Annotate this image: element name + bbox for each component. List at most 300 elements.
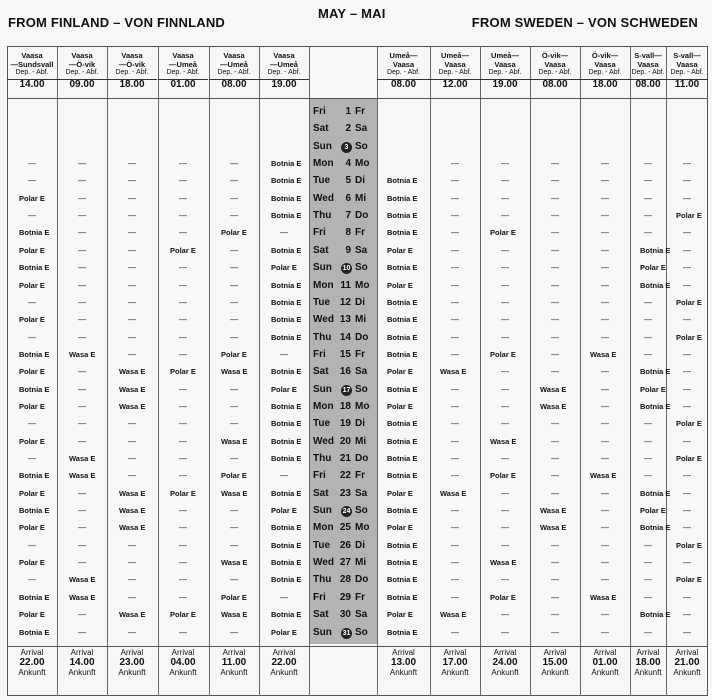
no-sailing: — bbox=[230, 193, 238, 203]
ship-name: Polar E bbox=[676, 419, 702, 429]
route-name: Ö-vik— bbox=[541, 51, 569, 60]
route-name: —Umeå bbox=[270, 59, 298, 69]
no-sailing: — bbox=[501, 401, 509, 411]
day-number: 14 bbox=[339, 331, 351, 343]
day-name-en: Sun bbox=[313, 383, 332, 395]
column-divider bbox=[530, 46, 531, 696]
no-sailing: — bbox=[501, 540, 509, 550]
route-name: Umeå— bbox=[441, 51, 469, 60]
sweden-route-header bbox=[630, 52, 666, 89]
no-sailing: — bbox=[601, 263, 609, 273]
departure-time: 08.00 bbox=[209, 79, 259, 90]
sweden-arrival-cell bbox=[430, 648, 480, 678]
no-sailing: — bbox=[128, 297, 136, 307]
no-sailing: — bbox=[644, 627, 652, 637]
departure-label: Dep. - Abf. bbox=[65, 69, 99, 76]
no-sailing: — bbox=[644, 228, 652, 238]
ankunft-label: Ankunft bbox=[441, 668, 469, 677]
no-sailing: — bbox=[683, 315, 691, 325]
arrival-time: 01.00 bbox=[592, 657, 618, 668]
departure-time: 18.00 bbox=[580, 79, 630, 90]
no-sailing: — bbox=[128, 592, 136, 602]
no-sailing: — bbox=[230, 245, 238, 255]
no-sailing: — bbox=[78, 488, 86, 498]
route-name: Umeå— bbox=[491, 51, 519, 60]
no-sailing: — bbox=[280, 471, 288, 481]
no-sailing: — bbox=[501, 245, 509, 255]
no-sailing: — bbox=[551, 228, 559, 238]
route-name: —Umeå bbox=[169, 59, 197, 69]
no-sailing: — bbox=[551, 454, 559, 463]
ship-name: Botnia E bbox=[271, 159, 302, 169]
ship-name: Wasa E bbox=[69, 471, 96, 481]
departure-label: Dep. - Abf. bbox=[631, 69, 665, 76]
ship-name: Polar E bbox=[221, 471, 247, 481]
no-sailing: — bbox=[128, 575, 136, 585]
finland-route-header bbox=[57, 52, 107, 89]
no-sailing: — bbox=[601, 401, 609, 411]
no-sailing: — bbox=[78, 401, 86, 411]
day-number: 15 bbox=[339, 348, 351, 360]
ship-name: Polar E bbox=[387, 245, 413, 255]
no-sailing: — bbox=[230, 280, 238, 290]
ship-name: Wasa E bbox=[119, 384, 146, 394]
ship-name: Botnia E bbox=[271, 488, 302, 498]
no-sailing: — bbox=[551, 436, 559, 446]
no-sailing: — bbox=[78, 263, 86, 273]
no-sailing: — bbox=[644, 540, 652, 550]
ship-name: Polar E bbox=[170, 610, 196, 620]
no-sailing: — bbox=[179, 592, 187, 602]
route-name: —Ö-vik bbox=[118, 59, 146, 69]
column-divider bbox=[580, 46, 581, 696]
day-name-de: Sa bbox=[355, 487, 368, 499]
ship-name: Botnia E bbox=[387, 436, 418, 446]
day-name-de: Mi bbox=[355, 192, 367, 204]
ship-name: Polar E bbox=[676, 297, 702, 307]
arrival-time: 22.00 bbox=[271, 657, 297, 668]
no-sailing: — bbox=[179, 176, 187, 186]
sweden-arrival-cell bbox=[580, 648, 630, 678]
no-sailing: — bbox=[230, 297, 238, 307]
day-name-en: Fri bbox=[313, 470, 326, 482]
sweden-arrival-cell bbox=[630, 648, 666, 678]
ship-name: Polar E bbox=[676, 454, 702, 463]
no-sailing: — bbox=[128, 211, 136, 221]
arrival-time: 11.00 bbox=[221, 657, 247, 668]
day-name-de: So bbox=[355, 626, 368, 638]
departure-label: Dep. - Abf. bbox=[438, 69, 472, 76]
ship-name: Wasa E bbox=[119, 610, 146, 620]
ship-name: Botnia E bbox=[640, 488, 671, 498]
route-name: —Umeå bbox=[220, 59, 248, 69]
no-sailing: — bbox=[78, 436, 86, 446]
ship-name: Polar E bbox=[19, 367, 45, 377]
day-name-en: Sat bbox=[313, 487, 329, 499]
no-sailing: — bbox=[78, 506, 86, 516]
no-sailing: — bbox=[179, 193, 187, 203]
no-sailing: — bbox=[179, 349, 187, 359]
no-sailing: — bbox=[601, 280, 609, 290]
sunday-date-marker: 10 bbox=[342, 265, 351, 273]
day-name-en: Sun bbox=[313, 140, 332, 152]
no-sailing: — bbox=[683, 228, 691, 238]
sunday-date-marker: 3 bbox=[341, 142, 352, 153]
no-sailing: — bbox=[551, 558, 559, 568]
departure-time: 08.00 bbox=[377, 79, 430, 90]
no-sailing: — bbox=[179, 159, 187, 169]
ship-name: Polar E bbox=[640, 384, 666, 394]
ship-name: Polar E bbox=[387, 280, 413, 290]
ship-name: Wasa E bbox=[490, 558, 517, 568]
no-sailing: — bbox=[28, 419, 36, 429]
departure-time: 12.00 bbox=[430, 79, 480, 90]
ship-name: Polar E bbox=[676, 575, 702, 585]
ship-name: Wasa E bbox=[221, 610, 248, 620]
no-sailing: — bbox=[644, 454, 652, 463]
day-name-de: Mo bbox=[355, 279, 370, 291]
no-sailing: — bbox=[501, 280, 509, 290]
ship-name: Polar E bbox=[490, 228, 516, 238]
ship-name: Wasa E bbox=[221, 488, 248, 498]
ship-name: Botnia E bbox=[387, 471, 418, 481]
day-number: 19 bbox=[339, 418, 351, 430]
day-name-en: Tue bbox=[313, 539, 331, 551]
route-name: S-vall— bbox=[634, 51, 662, 60]
no-sailing: — bbox=[451, 575, 459, 585]
arrival-label: Arrival bbox=[171, 648, 195, 657]
ship-name: Polar E bbox=[271, 506, 297, 516]
ship-name: Botnia E bbox=[387, 419, 418, 429]
departure-time: 18.00 bbox=[107, 79, 157, 90]
route-name: Vaasa bbox=[594, 59, 616, 69]
ship-name: Botnia E bbox=[271, 315, 302, 325]
ship-name: Polar E bbox=[19, 193, 45, 203]
day-name-en: Tue bbox=[313, 175, 331, 187]
ship-name: Botnia E bbox=[19, 592, 50, 602]
sweden-section-title: FROM SWEDEN – VON SCHWEDEN bbox=[471, 15, 698, 30]
no-sailing: — bbox=[230, 315, 238, 325]
no-sailing: — bbox=[451, 245, 459, 255]
no-sailing: — bbox=[644, 575, 652, 585]
sweden-route-header bbox=[480, 52, 530, 89]
no-sailing: — bbox=[451, 419, 459, 429]
arrival-time: 21.00 bbox=[674, 657, 700, 668]
no-sailing: — bbox=[683, 349, 691, 359]
no-sailing: — bbox=[551, 193, 559, 203]
departure-label: Dep. - Abf. bbox=[538, 69, 572, 76]
day-name-en: Wed bbox=[313, 192, 334, 204]
month-title: MAY – MAI bbox=[318, 6, 386, 21]
no-sailing: — bbox=[78, 280, 86, 290]
ship-name: Wasa E bbox=[540, 523, 567, 533]
no-sailing: — bbox=[683, 176, 691, 186]
ankunft-label: Ankunft bbox=[591, 668, 619, 677]
departure-label: Dep. - Abf. bbox=[386, 69, 421, 76]
no-sailing: — bbox=[179, 228, 187, 238]
arrival-time: 17.00 bbox=[442, 657, 468, 668]
no-sailing: — bbox=[128, 436, 136, 446]
ship-name: Botnia E bbox=[387, 176, 418, 186]
no-sailing: — bbox=[28, 211, 36, 221]
no-sailing: — bbox=[128, 228, 136, 238]
ship-name: Botnia E bbox=[19, 349, 50, 359]
no-sailing: — bbox=[179, 280, 187, 290]
no-sailing: — bbox=[501, 332, 509, 342]
day-name-en: Sat bbox=[313, 609, 329, 621]
day-name-en: Sun bbox=[313, 505, 332, 517]
day-name-en: Wed bbox=[313, 314, 334, 326]
no-sailing: — bbox=[451, 159, 459, 169]
no-sailing: — bbox=[551, 575, 559, 585]
no-sailing: — bbox=[78, 159, 86, 169]
departure-label: Dep. - Abf. bbox=[166, 69, 200, 76]
no-sailing: — bbox=[601, 454, 609, 463]
ship-name: Botnia E bbox=[640, 280, 671, 290]
no-sailing: — bbox=[551, 488, 559, 498]
no-sailing: — bbox=[179, 471, 187, 481]
ship-name: Botnia E bbox=[387, 575, 418, 585]
ship-name: Wasa E bbox=[69, 575, 96, 585]
no-sailing: — bbox=[28, 454, 36, 463]
no-sailing: — bbox=[451, 454, 459, 463]
column-divider bbox=[480, 46, 481, 696]
ship-name: Wasa E bbox=[590, 349, 617, 359]
day-name-de: Mi bbox=[355, 557, 367, 569]
ship-name: Wasa E bbox=[69, 454, 96, 463]
no-sailing: — bbox=[78, 332, 86, 342]
no-sailing: — bbox=[601, 245, 609, 255]
no-sailing: — bbox=[683, 471, 691, 481]
ship-name: Botnia E bbox=[271, 280, 302, 290]
ankunft-label: Ankunft bbox=[270, 668, 298, 677]
arrival-label: Arrival bbox=[392, 648, 415, 657]
no-sailing: — bbox=[644, 471, 652, 481]
no-sailing: — bbox=[128, 627, 136, 637]
no-sailing: — bbox=[179, 523, 187, 533]
no-sailing: — bbox=[501, 297, 509, 307]
route-name: Vaasa bbox=[273, 51, 295, 60]
no-sailing: — bbox=[501, 627, 509, 637]
arrival-time: 04.00 bbox=[170, 657, 196, 668]
day-name-de: Sa bbox=[355, 244, 368, 256]
ship-name: Botnia E bbox=[19, 263, 50, 273]
no-sailing: — bbox=[78, 610, 86, 620]
ship-name: Wasa E bbox=[490, 436, 517, 446]
day-name-de: Sa bbox=[355, 123, 368, 135]
no-sailing: — bbox=[551, 315, 559, 325]
arrival-time: 23.00 bbox=[119, 657, 145, 668]
day-name-en: Thu bbox=[313, 210, 332, 222]
no-sailing: — bbox=[551, 627, 559, 637]
route-name: Ö-vik— bbox=[591, 51, 619, 60]
day-name-en: Fri bbox=[313, 106, 326, 117]
day-number: 2 bbox=[345, 123, 351, 135]
ship-name: Polar E bbox=[19, 280, 45, 290]
no-sailing: — bbox=[601, 193, 609, 203]
day-name-de: Fr bbox=[355, 227, 365, 239]
no-sailing: — bbox=[501, 523, 509, 533]
day-name-de: Sa bbox=[355, 609, 368, 621]
no-sailing: — bbox=[128, 245, 136, 255]
finland-route-header bbox=[7, 52, 57, 89]
no-sailing: — bbox=[128, 263, 136, 273]
no-sailing: — bbox=[601, 211, 609, 221]
arrival-label: Arrival bbox=[543, 648, 567, 657]
ship-name: Botnia E bbox=[387, 592, 418, 602]
departure-label: Dep. - Abf. bbox=[115, 69, 149, 76]
no-sailing: — bbox=[451, 523, 459, 533]
arrival-label: Arrival bbox=[593, 648, 617, 657]
arrival-time: 18.00 bbox=[635, 657, 661, 668]
departure-label: Dep. - Abf. bbox=[588, 69, 622, 76]
no-sailing: — bbox=[601, 297, 609, 307]
no-sailing: — bbox=[230, 332, 238, 342]
no-sailing: — bbox=[501, 384, 509, 394]
no-sailing: — bbox=[451, 436, 459, 446]
sweden-route-header bbox=[530, 52, 580, 89]
no-sailing: — bbox=[551, 297, 559, 307]
no-sailing: — bbox=[179, 297, 187, 307]
no-sailing: — bbox=[601, 228, 609, 238]
day-name-de: Sa bbox=[355, 366, 368, 378]
ship-name: Botnia E bbox=[387, 454, 418, 463]
sweden-arrival-cell bbox=[377, 648, 430, 678]
no-sailing: — bbox=[501, 610, 509, 620]
no-sailing: — bbox=[501, 454, 509, 463]
ship-name: Polar E bbox=[221, 228, 247, 238]
no-sailing: — bbox=[78, 315, 86, 325]
no-sailing: — bbox=[551, 367, 559, 377]
day-name-de: Fr bbox=[355, 348, 365, 360]
day-name-de: Fr bbox=[355, 591, 365, 603]
no-sailing: — bbox=[601, 332, 609, 342]
no-sailing: — bbox=[501, 211, 509, 221]
day-name-de: So bbox=[355, 140, 368, 152]
departure-label: Dep. - Abf. bbox=[15, 69, 49, 76]
ship-name: Botnia E bbox=[19, 384, 50, 394]
ship-name: Polar E bbox=[640, 263, 666, 273]
ship-name: Polar E bbox=[271, 263, 297, 273]
ship-name: Botnia E bbox=[19, 627, 50, 637]
ship-name: Botnia E bbox=[271, 245, 302, 255]
arrival-time: 14.00 bbox=[69, 657, 95, 668]
no-sailing: — bbox=[78, 384, 86, 394]
ship-name: Polar E bbox=[221, 349, 247, 359]
sunday-date-marker: 31 bbox=[342, 629, 351, 637]
arrival-time: 15.00 bbox=[542, 657, 568, 668]
arrival-label: Arrival bbox=[443, 648, 467, 657]
ship-name: Botnia E bbox=[387, 263, 418, 273]
no-sailing: — bbox=[644, 558, 652, 568]
day-name-de: Do bbox=[355, 574, 369, 586]
no-sailing: — bbox=[179, 558, 187, 568]
day-number: 6 bbox=[345, 192, 351, 204]
ship-name: Wasa E bbox=[590, 471, 617, 481]
day-name-de: Do bbox=[355, 210, 369, 222]
ankunft-label: Ankunft bbox=[673, 668, 701, 677]
no-sailing: — bbox=[683, 488, 691, 498]
day-name-de: Di bbox=[355, 539, 365, 551]
column-divider bbox=[630, 46, 631, 696]
no-sailing: — bbox=[179, 401, 187, 411]
ship-name: Wasa E bbox=[119, 367, 146, 377]
no-sailing: — bbox=[451, 263, 459, 273]
finland-arrival-cell bbox=[107, 648, 157, 678]
ankunft-label: Ankunft bbox=[169, 668, 197, 677]
route-name: —Sundsvall bbox=[10, 59, 54, 69]
no-sailing: — bbox=[683, 193, 691, 203]
ship-name: Polar E bbox=[19, 245, 45, 255]
ship-name: Wasa E bbox=[119, 401, 146, 411]
day-name-en: Fri bbox=[313, 227, 326, 239]
no-sailing: — bbox=[601, 558, 609, 568]
no-sailing: — bbox=[280, 349, 288, 359]
day-name-de: So bbox=[355, 505, 368, 517]
header-separator bbox=[7, 98, 708, 99]
no-sailing: — bbox=[683, 280, 691, 290]
ship-name: Polar E bbox=[170, 367, 196, 377]
finland-arrival-cell bbox=[7, 648, 57, 678]
sunday-date-marker: 24 bbox=[342, 508, 351, 516]
no-sailing: — bbox=[683, 263, 691, 273]
day-name-en: Mon bbox=[313, 279, 334, 291]
departure-label: Dep. - Abf. bbox=[217, 69, 251, 76]
ship-name: Wasa E bbox=[440, 488, 467, 498]
day-name-en: Sun bbox=[313, 626, 332, 638]
ship-name: Botnia E bbox=[271, 454, 302, 463]
no-sailing: — bbox=[644, 297, 652, 307]
finland-arrival-cell bbox=[209, 648, 259, 678]
no-sailing: — bbox=[501, 176, 509, 186]
day-number: 5 bbox=[345, 175, 351, 187]
ship-name: Botnia E bbox=[19, 471, 50, 481]
no-sailing: — bbox=[501, 575, 509, 585]
day-number: 9 bbox=[345, 244, 351, 256]
ship-name: Botnia E bbox=[640, 245, 671, 255]
sweden-arrival-cell bbox=[530, 648, 580, 678]
day-name-en: Sat bbox=[313, 244, 329, 256]
departure-time: 08.00 bbox=[630, 79, 666, 90]
no-sailing: — bbox=[179, 384, 187, 394]
ship-name: Botnia E bbox=[387, 228, 418, 238]
ship-name: Wasa E bbox=[119, 488, 146, 498]
ship-name: Botnia E bbox=[387, 332, 418, 342]
day-number: 13 bbox=[339, 314, 351, 326]
day-name-de: Do bbox=[355, 331, 369, 343]
no-sailing: — bbox=[501, 193, 509, 203]
no-sailing: — bbox=[230, 263, 238, 273]
ship-name: Polar E bbox=[387, 401, 413, 411]
no-sailing: — bbox=[501, 315, 509, 325]
ship-name: Polar E bbox=[19, 315, 45, 325]
ship-name: Botnia E bbox=[387, 558, 418, 568]
day-name-en: Thu bbox=[313, 331, 332, 343]
no-sailing: — bbox=[78, 211, 86, 221]
departure-label: Dep. - Abf. bbox=[267, 69, 301, 76]
day-number: 29 bbox=[339, 591, 351, 603]
no-sailing: — bbox=[78, 419, 86, 429]
route-name: Vaasa bbox=[223, 51, 245, 60]
ship-name: Polar E bbox=[490, 471, 516, 481]
no-sailing: — bbox=[451, 471, 459, 481]
day-number: 27 bbox=[339, 557, 351, 569]
ankunft-label: Ankunft bbox=[491, 668, 519, 677]
day-number: 18 bbox=[339, 400, 351, 412]
no-sailing: — bbox=[230, 176, 238, 186]
ship-name: Botnia E bbox=[640, 610, 671, 620]
route-name: Vaasa bbox=[637, 59, 659, 69]
